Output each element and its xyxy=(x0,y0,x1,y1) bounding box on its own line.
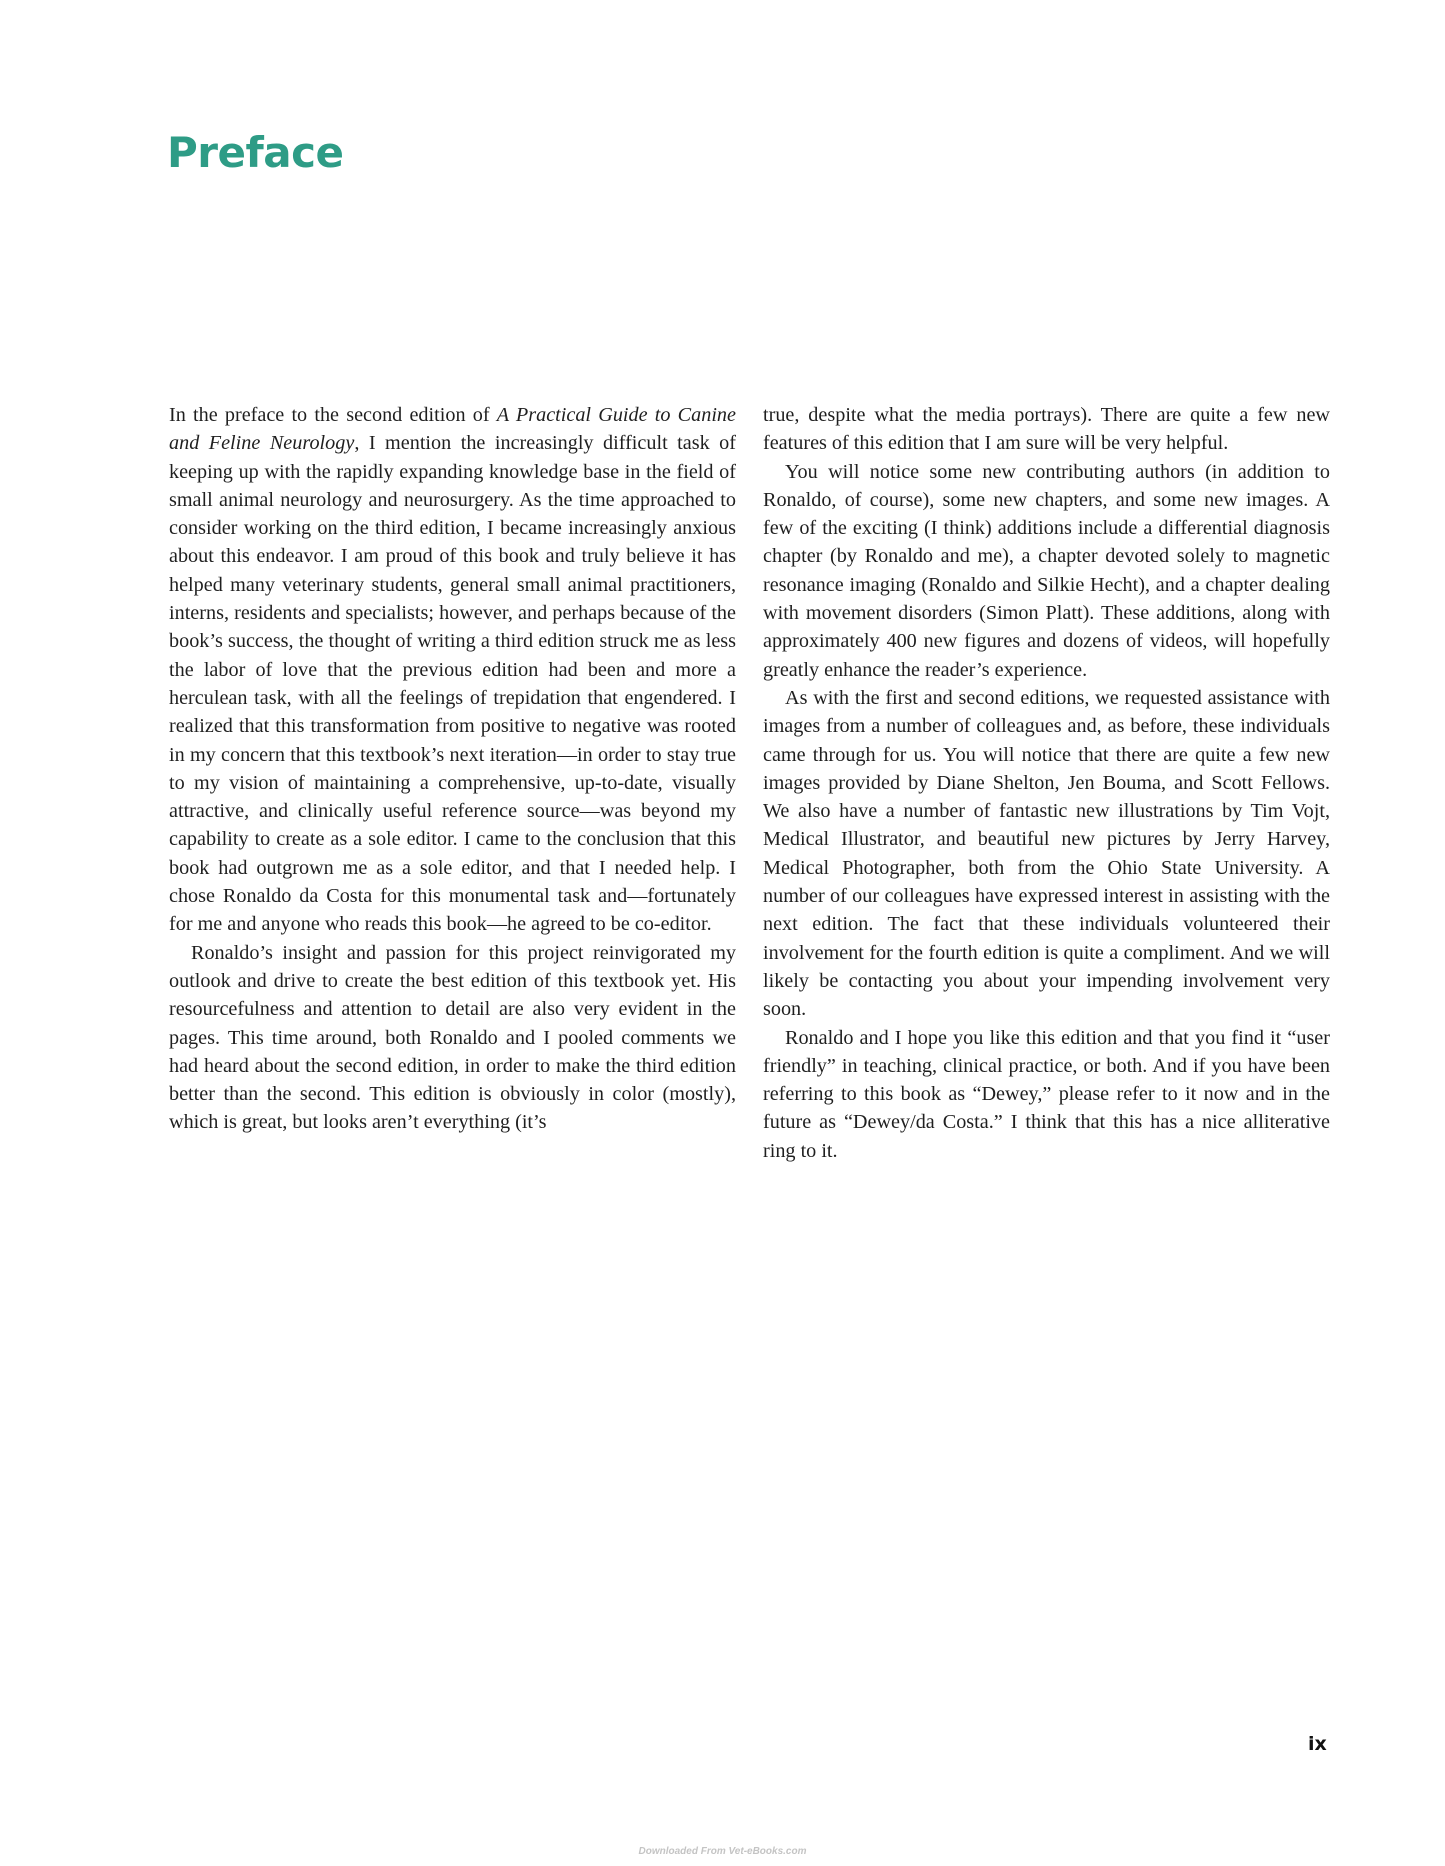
left-column xyxy=(169,401,736,1137)
right-column xyxy=(763,401,1330,1165)
paragraph-new-authors: You will notice some new contributing authors (in addition to Ronaldo, of course), some new chapters, and some new images. A few of the exciting (I think) additions include a differential diagnosis chapter (by Ronaldo and me), a chapter devoted solely to magnetic resonance imaging (Ronaldo and Silkie Hecht), and a chapter dealing with movement disorders (Simon Platt). These additions, along with approximately 400 new figures and dozens of videos, will hopefully greatly enhance the reader’s experience. xyxy=(763,460,1330,681)
book-title: A Practical Guide to Canine and Feline Neurology xyxy=(169,404,736,455)
paragraph-closing: Ronaldo and I hope you like this edition and that you find it “user friendly” in teaching, clinical practice, or both. And if you have been referring to this book as “Dewey,” please refer to it now and in the future as “Dewey/da Costa.” I think that this has a nice alliterative ring to it. xyxy=(763,1026,1330,1162)
paragraph-intro-rest: , I mention the increasingly difficult task of keeping up with the rapidly expanding knowledge base in the field of small animal neurology and neurosurgery. As the time approached to consider working on the third edition, I became increasingly anxious about this endeavor. I am proud of this book and truly believe it has helped many veterinary students, general small animal practitioners, interns, residents and specialists; however, and perhaps because of the book’s success, the thought of writing a third edition struck me as less the labor of love that the previous edition had been and more a herculean task, with all the feelings of trepidation that engendered. I realized that this transformation from positive to negative was rooted in my concern that this textbook’s next iteration—in order to stay true to my vision of maintaining a comprehensive, up-to-date, visually attractive, and clinically useful reference source—was beyond my capability to create as a sole editor. I came to the conclusion that this book had outgrown me as a sole editor, and that I needed help. I chose Ronaldo da Costa for this monumental task and—fortunately for me and anyone who reads this book—he agreed to be co-editor. xyxy=(169,432,736,936)
page-title: Preface xyxy=(167,128,344,177)
paragraph-ronaldo-insight-continued: true, despite what the media portrays). There are quite a few new features of this edition that I am sure will be very helpful. xyxy=(763,404,1330,455)
paragraph-intro-start: In the preface to the second edition of xyxy=(169,404,497,426)
paragraph-intro xyxy=(169,401,736,939)
page-number: ix xyxy=(1308,1733,1327,1755)
download-watermark: Downloaded From Vet-eBooks.com xyxy=(638,1846,807,1857)
paragraph-image-contributors: As with the first and second editions, we requested assistance with images from a number of colleagues and, as before, these individuals came through for us. You will notice that there are quite a few new images provided by Diane Shelton, Jen Bouma, and Scott Fellows. We also have a number of fantastic new illustrations by Tim Vojt, Medical Illustrator, and beautiful new pictures by Jerry Harvey, Medical Photographer, both from the Ohio State University. A number of our colleagues have expressed interest in assisting with the next edition. The fact that these individuals volunteered their involvement for the fourth edition is quite a compliment. And we will likely be contacting you about your impending involvement very soon. xyxy=(763,686,1330,1021)
paragraph-ronaldo-insight: Ronaldo’s insight and passion for this project reinvigorated my outlook and drive to create the best edition of this textbook yet. His resourcefulness and attention to detail are also very evident in the pages. This time around, both Ronaldo and I pooled comments we had heard about the second edition, in order to make the third edition better than the second. This edition is obviously in color (mostly), which is great, but looks aren’t everything (it’s xyxy=(169,941,736,1134)
